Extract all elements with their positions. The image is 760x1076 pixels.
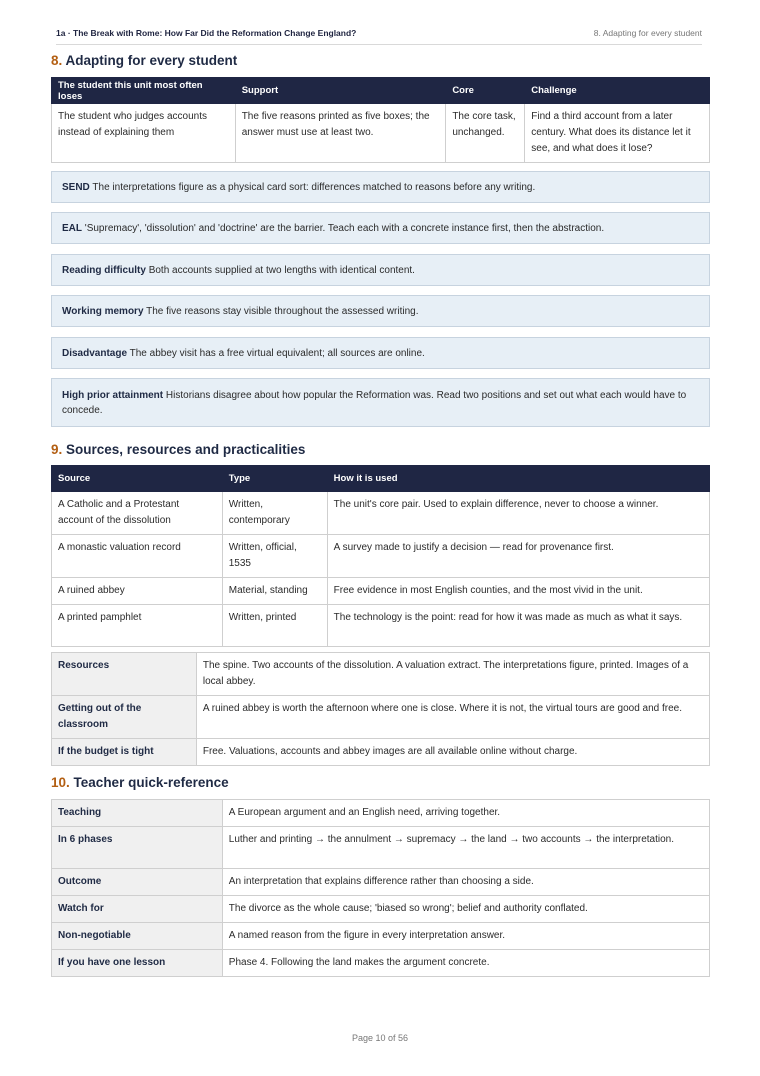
table-row [52, 605, 710, 647]
adaptation-table [51, 77, 710, 163]
section-title: Teacher quick-reference [73, 775, 229, 790]
table-cell: Written, contemporary [222, 492, 327, 535]
section-number: 8. [51, 53, 63, 68]
table-row [52, 923, 710, 950]
section-10-heading [51, 775, 229, 790]
table-header-row [52, 78, 710, 104]
callout-working-memory [51, 295, 710, 327]
quick-reference-table [51, 799, 710, 977]
page-number: Page 10 of 56 [351, 1033, 409, 1043]
table-cell: The student who judges accounts instead of explaining them [52, 104, 236, 163]
callout-text: 'Supremacy', 'dissolution' and 'doctrine' are the barrier. Teach each with a concrete instance first, then the abstraction. [84, 222, 605, 234]
table-cell: The five reasons printed as five boxes; the answer must use at least two. [235, 104, 446, 163]
callout-eal [51, 212, 710, 244]
callout-text: The abbey visit has a free virtual equivalent; all sources are online. [129, 347, 425, 359]
table-cell: A Catholic and a Protestant account of the dissolution [52, 492, 223, 535]
callout-label: EAL [62, 222, 82, 234]
column-header: Type [222, 466, 327, 492]
column-header: Source [52, 466, 223, 492]
practicalities-table [51, 652, 710, 766]
callout-text: The interpretations figure as a physical card sort: differences matched to reasons before any writing. [92, 181, 536, 193]
row-value: Luther and printing → the annulment → supremacy → the land → two accounts → the interpretation. [222, 827, 709, 869]
table-row [52, 896, 710, 923]
row-label: Non-negotiable [52, 923, 223, 950]
row-label: Getting out of the classroom [52, 696, 197, 739]
callout-reading-difficulty [51, 254, 710, 286]
table-row [52, 535, 710, 578]
table-row [52, 950, 710, 977]
table-row [52, 653, 710, 696]
section-title: Adapting for every student [65, 53, 238, 68]
section-9-heading [51, 442, 305, 457]
callout-send [51, 171, 710, 203]
running-header [56, 28, 702, 45]
row-value: An interpretation that explains difference rather than choosing a side. [222, 869, 709, 896]
column-header: How it is used [327, 466, 709, 492]
sources-table [51, 465, 710, 647]
section-number: 10. [51, 775, 70, 790]
document-title: 1a · The Break with Rome: How Far Did the Reformation Change England? [56, 28, 357, 38]
row-value: A European argument and an English need, arriving together. [222, 800, 709, 827]
table-cell: A survey made to justify a decision — read for provenance first. [327, 535, 709, 578]
row-value: Phase 4. Following the land makes the argument concrete. [222, 950, 709, 977]
table-cell: Written, official, 1535 [222, 535, 327, 578]
callout-label: SEND [62, 181, 90, 193]
table-header-row [52, 466, 710, 492]
callout-label: Disadvantage [62, 347, 128, 359]
table-row [52, 739, 710, 766]
row-value: The divorce as the whole cause; 'biased so wrong'; belief and authority conflated. [222, 896, 709, 923]
row-label: Teaching [52, 800, 223, 827]
table-row [52, 696, 710, 739]
table-cell: Material, standing [222, 578, 327, 605]
table-cell: A printed pamphlet [52, 605, 223, 647]
callout-text: The five reasons stay visible throughout the assessed writing. [146, 305, 419, 317]
table-cell: The core task, unchanged. [446, 104, 525, 163]
table-cell: A monastic valuation record [52, 535, 223, 578]
row-label: If you have one lesson [52, 950, 223, 977]
callout-disadvantage [51, 337, 710, 369]
table-row [52, 800, 710, 827]
row-label: Outcome [52, 869, 223, 896]
row-value: A named reason from the figure in every interpretation answer. [222, 923, 709, 950]
table-row [52, 869, 710, 896]
table-cell: Written, printed [222, 605, 327, 647]
section-title: Sources, resources and practicalities [66, 442, 306, 457]
column-header: Support [235, 78, 446, 104]
table-cell: The unit's core pair. Used to explain difference, never to choose a winner. [327, 492, 709, 535]
table-row [52, 827, 710, 869]
callout-label: Reading difficulty [62, 264, 146, 276]
column-header: Core [446, 78, 525, 104]
table-row [52, 492, 710, 535]
row-label: Resources [52, 653, 197, 696]
row-label: If the budget is tight [52, 739, 197, 766]
section-indicator: 8. Adapting for every student [593, 28, 702, 38]
column-header: The student this unit most often loses [52, 78, 236, 104]
table-row [52, 578, 710, 605]
row-label: Watch for [52, 896, 223, 923]
row-value: A ruined abbey is worth the afternoon where one is close. Where it is not, the virtual tours are good and free. [196, 696, 709, 739]
callout-label: Working memory [62, 305, 144, 317]
table-row [52, 104, 710, 163]
row-value: Free. Valuations, accounts and abbey images are all available online without charge. [196, 739, 709, 766]
section-number: 9. [51, 442, 63, 457]
table-cell: The technology is the point: read for how it was made as much as what it says. [327, 605, 709, 647]
table-cell: Find a third account from a later century. What does its distance let it see, and what does it lose? [525, 104, 710, 163]
column-header: Challenge [525, 78, 710, 104]
callout-label: High prior attainment [62, 389, 164, 401]
callout-text: Historians disagree about how popular the Reformation was. Read two positions and set out what each would have to concede. [62, 389, 687, 416]
section-8-heading [51, 53, 237, 68]
callout-high-prior-attainment [51, 378, 710, 427]
callout-text: Both accounts supplied at two lengths with identical content. [148, 264, 415, 276]
row-value: The spine. Two accounts of the dissolution. A valuation extract. The interpretations figure, printed. Images of a local abbey. [196, 653, 709, 696]
row-label: In 6 phases [52, 827, 223, 869]
table-cell: A ruined abbey [52, 578, 223, 605]
table-cell: Free evidence in most English counties, and the most vivid in the unit. [327, 578, 709, 605]
